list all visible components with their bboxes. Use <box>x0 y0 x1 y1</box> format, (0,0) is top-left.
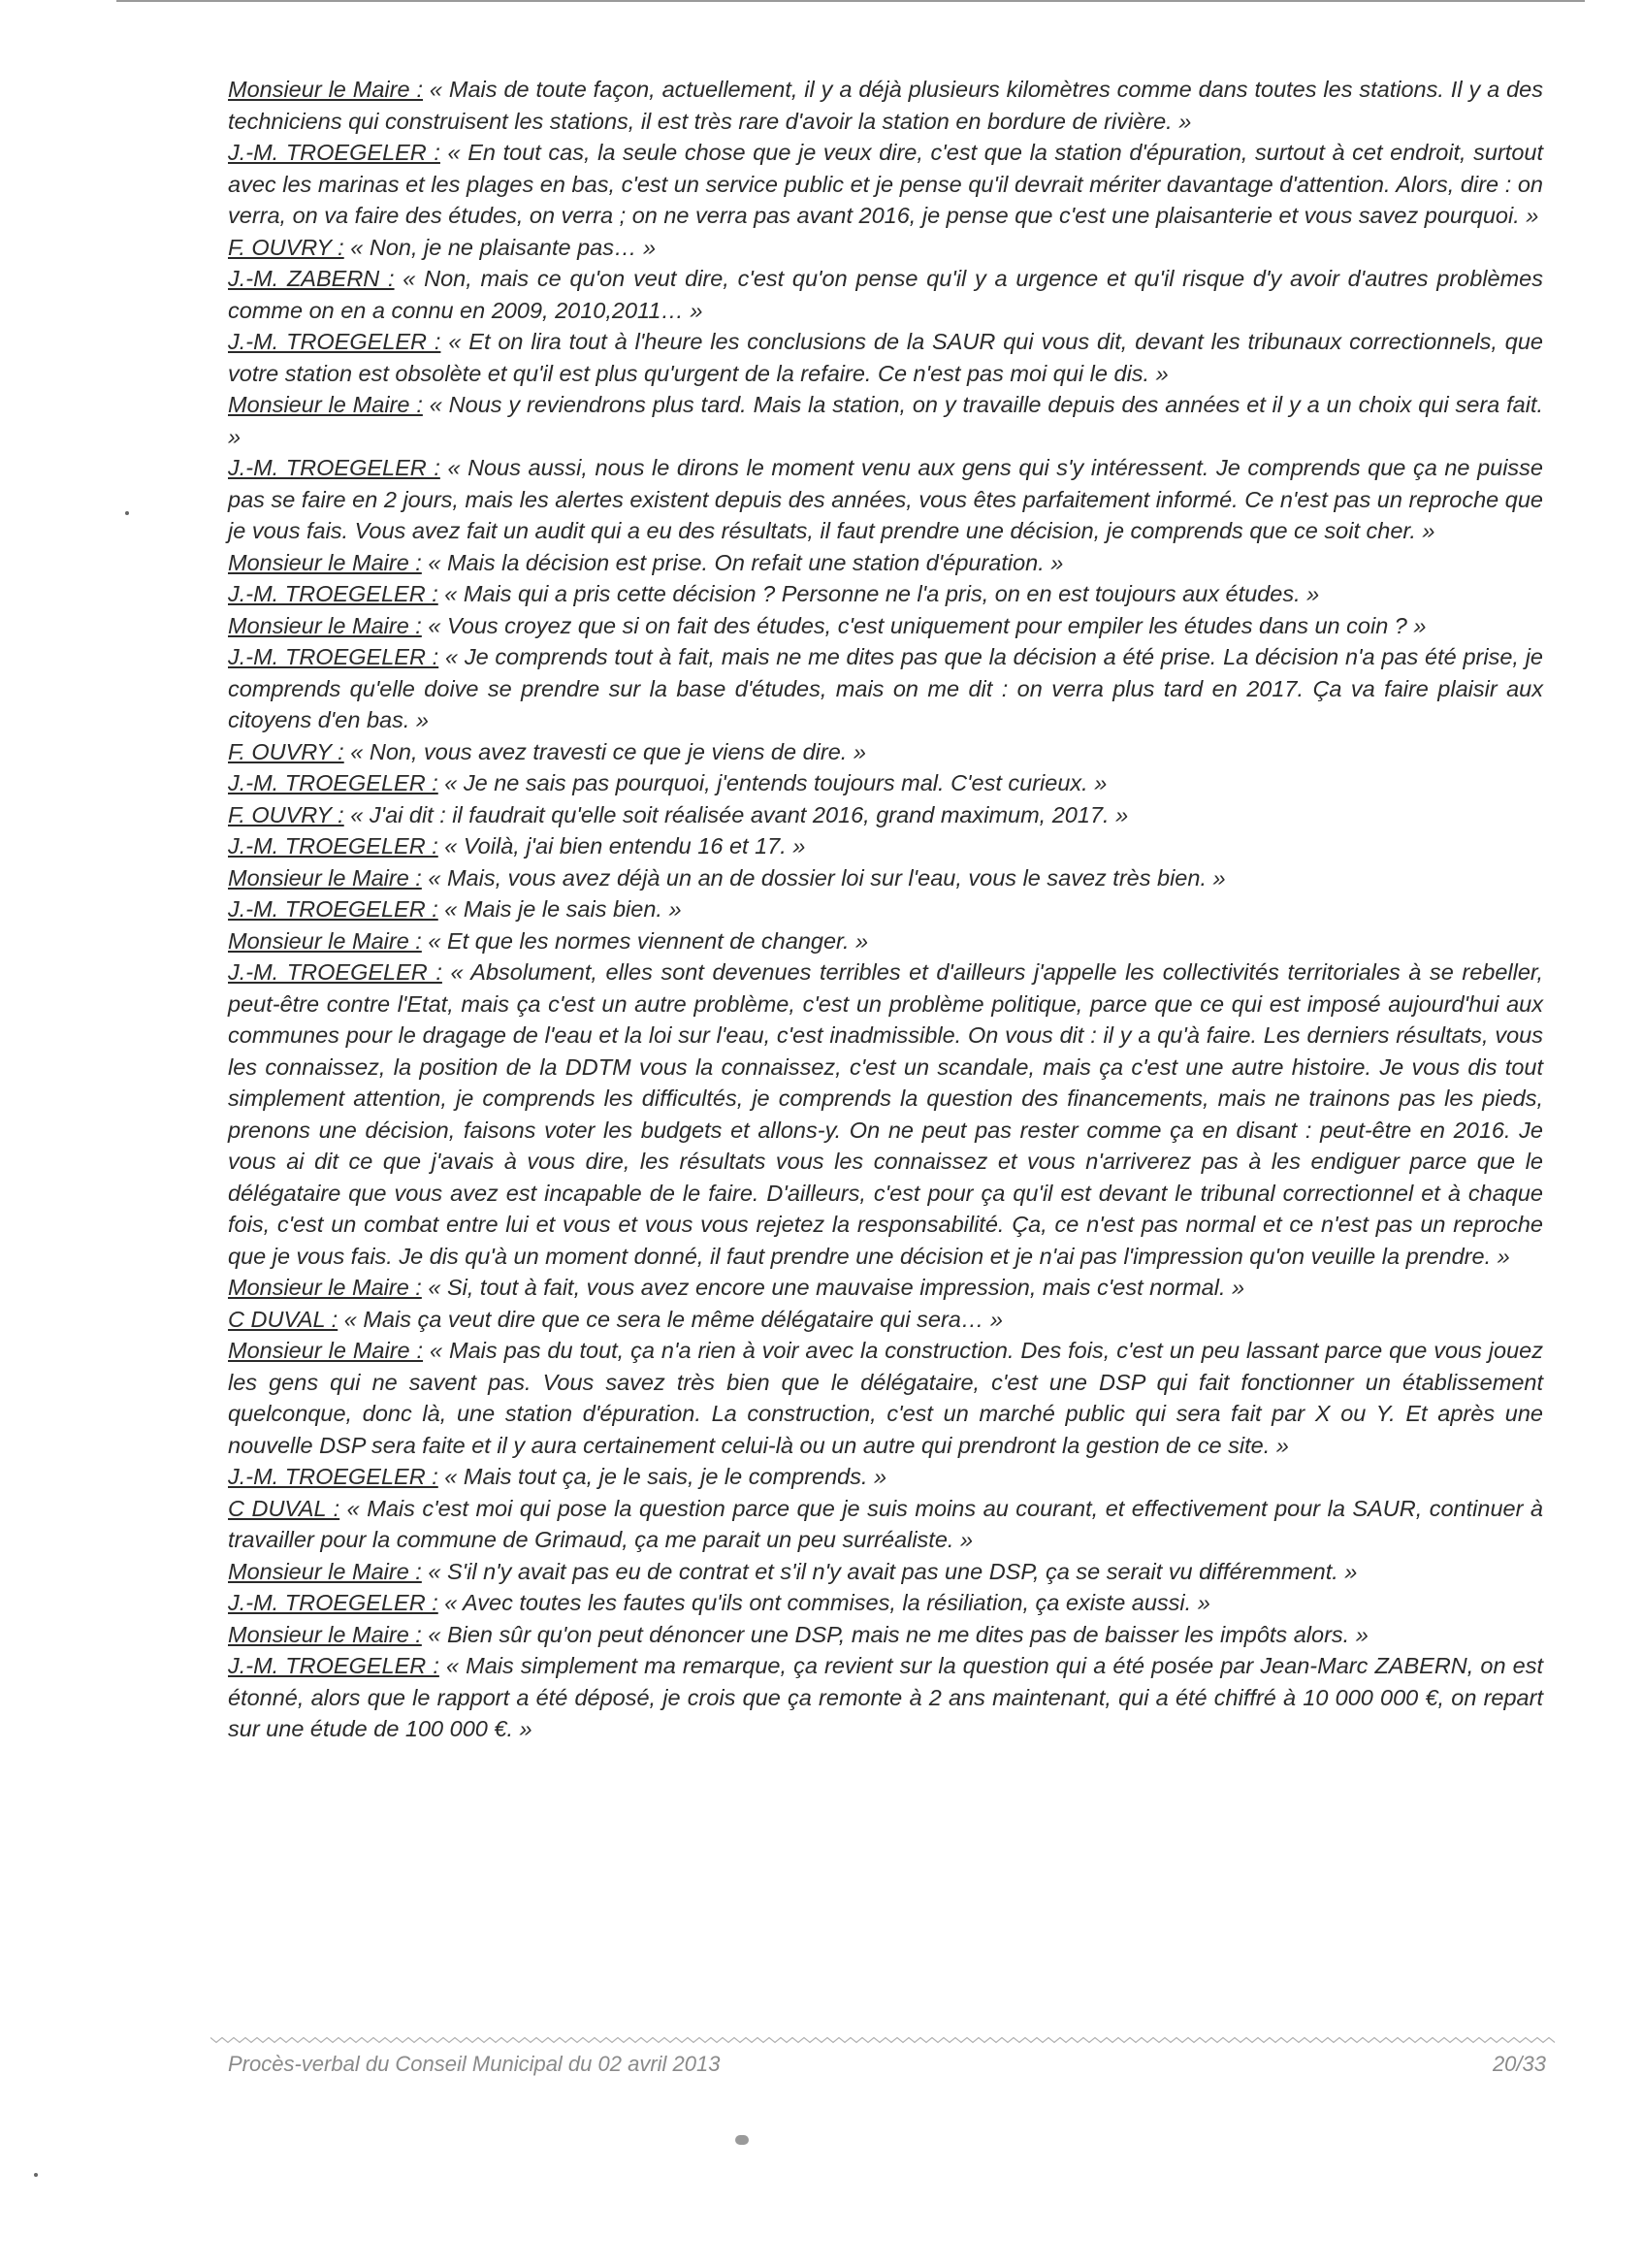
speaker-name: Monsieur le Maire : <box>228 612 422 638</box>
speaker-name: C DUVAL : <box>228 1306 338 1332</box>
minutes-paragraph <box>228 1587 1543 1619</box>
minutes-paragraph <box>228 326 1543 389</box>
minutes-body <box>228 74 1543 1745</box>
speech-text: « Non, mais ce qu'on veut dire, c'est qu'on pense qu'il y a urgence et qu'il risque d'y avoir d'autres problèmes comme on en a connu en 2009, 2010,2011… » <box>228 266 1543 323</box>
minutes-paragraph <box>228 610 1543 642</box>
minutes-paragraph <box>228 1493 1543 1556</box>
speaker-name: J.-M. TROEGELER : <box>228 455 440 480</box>
minutes-paragraph <box>228 1335 1543 1461</box>
speaker-name: J.-M. TROEGELER : <box>228 770 438 795</box>
speech-text: « Mais pas du tout, ça n'a rien à voir avec la construction. Des fois, c'est un peu lassant parce que vous jouez les gens qui ne savent pas. Vous savez très bien que le délégataire, c'est une DSP qui fait fonctionner un établissement quelconque, donc là, une station d'épuration. La construction, c'est un marché public qui sera fait par X ou Y. Et après une nouvelle DSP sera faite et il y aura certainement celui-là ou un autre qui prendront la gestion de ce site. » <box>228 1338 1543 1458</box>
speech-text: « Mais tout ça, je le sais, je le comprends. » <box>437 1464 887 1489</box>
speaker-name: Monsieur le Maire : <box>228 927 422 954</box>
speaker-name: J.-M. TROEGELER : <box>228 140 440 165</box>
speaker-name: Monsieur le Maire : <box>228 549 422 575</box>
speaker-name: J.-M. TROEGELER : <box>228 833 438 859</box>
speech-text: « Avec toutes les fautes qu'ils ont commises, la résiliation, ça existe aussi. » <box>437 1590 1210 1615</box>
minutes-paragraph <box>228 956 1543 1272</box>
minutes-paragraph <box>228 232 1543 264</box>
speech-text: « En tout cas, la seule chose que je veux dire, c'est que la station d'épuration, surtout à cet endroit, surtout avec les marinas et les plages en bas, c'est un service public et je pense qu'il devrait mériter davantage d'attention. Alors, dire : on verra, on va faire des études, on verra ; on ne verra pas avant 2016, je pense que c'est une plaisanterie et vous savez pourquoi. » <box>228 140 1544 228</box>
speech-text: « Voilà, j'ai bien entendu 16 et 17. » <box>437 833 806 859</box>
speech-text: « Je comprends tout à fait, mais ne me dites pas que la décision a été prise. La décision n'a pas été prise, je comprends qu'elle doive se prendre sur la base d'études, mais on me dit : on verra plus tard en 2017. Ça va faire plaisir aux citoyens d'en bas. » <box>228 644 1543 732</box>
minutes-paragraph <box>228 925 1543 957</box>
speech-text: « Mais qui a pris cette décision ? Personne ne l'a pris, on en est toujours aux études. » <box>437 581 1320 606</box>
speaker-name: J.-M. ZABERN : <box>228 266 395 291</box>
minutes-paragraph <box>228 862 1543 894</box>
footer-document-title: Procès-verbal du Conseil Municipal du 02 avril 2013 <box>228 2052 721 2076</box>
speaker-name: J.-M. TROEGELER : <box>228 329 441 354</box>
speech-text: « Vous croyez que si on fait des études, c'est uniquement pour empiler les études dans un coin ? » <box>421 612 1427 638</box>
minutes-paragraph <box>228 578 1543 610</box>
minutes-paragraph <box>228 389 1543 452</box>
minutes-paragraph <box>228 1304 1543 1336</box>
speaker-name: C DUVAL : <box>228 1495 340 1521</box>
speaker-name: J.-M. TROEGELER : <box>228 1653 439 1678</box>
footer-wavy-rule <box>210 2036 1559 2044</box>
speech-text: « Non, vous avez travesti ce que je viens de dire. » <box>343 738 866 764</box>
speaker-name: Monsieur le Maire : <box>228 864 422 891</box>
minutes-paragraph <box>228 1272 1543 1304</box>
speech-text: « Nous aussi, nous le dirons le moment venu aux gens qui s'y intéressent. Je comprends que ça ne puisse pas se faire en 2 jours, mais les alertes existent depuis des années, vous êtes parfaitement informé. Ce n'est pas un reproche que je vous fais. Vous avez fait un audit qui a eu des résultats, il faut prendre une décision, je comprends que ce soit cher. » <box>228 455 1544 543</box>
speaker-name: J.-M. TROEGELER : <box>228 959 442 985</box>
speech-text: « Et que les normes viennent de changer. » <box>421 927 869 954</box>
minutes-paragraph <box>228 767 1543 799</box>
speech-text: « S'il n'y avait pas eu de contrat et s'il n'y avait pas une DSP, ça se serait vu différemment. » <box>421 1558 1358 1584</box>
minutes-paragraph <box>228 830 1543 862</box>
speaker-name: F. OUVRY : <box>228 234 344 260</box>
speech-text: « Nous y reviendrons plus tard. Mais la station, on y travaille depuis des années et il y a un choix qui sera fait. » <box>228 392 1543 449</box>
minutes-paragraph <box>228 547 1543 579</box>
speech-text: « Mais, vous avez déjà un an de dossier loi sur l'eau, vous le savez très bien. » <box>421 864 1226 891</box>
speaker-name: Monsieur le Maire : <box>228 1621 422 1647</box>
minutes-paragraph <box>228 137 1543 232</box>
minutes-paragraph <box>228 1556 1543 1588</box>
speaker-name: J.-M. TROEGELER : <box>228 896 438 922</box>
speaker-name: Monsieur le Maire : <box>228 1558 422 1584</box>
speech-text: « Je ne sais pas pourquoi, j'entends toujours mal. C'est curieux. » <box>437 770 1108 795</box>
speaker-name: J.-M. TROEGELER : <box>228 644 439 669</box>
page-top-edge <box>116 0 1585 2</box>
speech-text: « Mais la décision est prise. On refait une station d'épuration. » <box>421 549 1064 575</box>
speech-text: « Et on lira tout à l'heure les conclusions de la SAUR qui vous dit, devant les tribunaux correctionnels, que votre station est obsolète et qu'il est plus qu'urgent de la refaire. Ce n'est pas moi qui le dis. » <box>228 329 1544 386</box>
speaker-name: Monsieur le Maire : <box>228 1338 424 1363</box>
speaker-name: Monsieur le Maire : <box>228 77 423 102</box>
speech-text: « Si, tout à fait, vous avez encore une mauvaise impression, mais c'est normal. » <box>421 1275 1245 1300</box>
minutes-paragraph <box>228 736 1543 768</box>
minutes-paragraph <box>228 1461 1543 1493</box>
speech-text: « J'ai dit : il faudrait qu'elle soit réalisée avant 2016, grand maximum, 2017. » <box>343 801 1129 827</box>
scan-smudge <box>735 2135 749 2145</box>
scan-speck <box>34 2173 38 2177</box>
minutes-paragraph <box>228 74 1543 137</box>
speech-text: « Bien sûr qu'on peut dénoncer une DSP, mais ne me dites pas de baisser les impôts alors. » <box>421 1621 1369 1647</box>
speaker-name: Monsieur le Maire : <box>228 1275 422 1300</box>
minutes-paragraph <box>228 799 1543 831</box>
speech-text: « Mais de toute façon, actuellement, il y a déjà plusieurs kilomètres comme dans toutes les stations. Il y a des techniciens qui construisent les stations, il est très rare d'avoir la station en bordure de rivière. » <box>228 77 1544 134</box>
minutes-paragraph <box>228 263 1543 326</box>
speech-text: « Mais ça veut dire que ce sera le même délégataire qui sera… » <box>338 1306 1003 1332</box>
minutes-paragraph <box>228 893 1543 925</box>
speech-text: « Mais simplement ma remarque, ça revient sur la question qui a été posée par Jean-Marc ZABERN, on est étonné, alors que le rapport a été déposé, je crois que ça remonte à 2 ans maintenant, qui a été chiffré à 10 000 000 €, on repart sur une étude de 100 000 €. » <box>228 1653 1543 1741</box>
scan-speck <box>125 511 129 515</box>
speaker-name: Monsieur le Maire : <box>228 392 423 417</box>
speech-text: « Mais je le sais bien. » <box>437 896 682 922</box>
speech-text: « Non, je ne plaisante pas… » <box>343 234 657 260</box>
minutes-paragraph <box>228 1619 1543 1651</box>
footer-page-number: 20/33 <box>1492 2052 1546 2076</box>
minutes-paragraph <box>228 452 1543 547</box>
speech-text: « Mais c'est moi qui pose la question parce que je suis moins au courant, et effectivement pour la SAUR, continuer à travailler pour la commune de Grimaud, ça me parait un peu surréaliste. » <box>228 1495 1543 1552</box>
minutes-paragraph <box>228 641 1543 736</box>
speaker-name: F. OUVRY : <box>228 738 344 764</box>
speaker-name: F. OUVRY : <box>228 801 344 827</box>
speaker-name: J.-M. TROEGELER : <box>228 581 438 606</box>
speech-text: « Absolument, elles sont devenues terribles et d'ailleurs j'appelle les collectivités territoriales à se rebeller, peut-être contre l'Etat, mais ça c'est un autre problème, c'est un problème politique, parce que ce qui est imposé aujourd'hui aux communes pour le dragage de l'eau et la loi sur l'eau, c'est inadmissible. On vous dit : il y a qu'à faire. Les derniers résultats, vous les connaissez, la position de la DDTM vous la connaissez, c'est un scandale, mais ça c'est une autre histoire. Je vous dis tout simplement attention, je comprends les difficultés, je comprends la question des financements, mais ne trainons pas les pieds, prenons une décision, faisons voter les budgets et allons-y. On ne peut pas rester comme ça en disant : peut-être en 2016. Je vous ai dit ce que j'avais à vous dire, les résultats vous les connaissez et vous n'arriverez pas à les endiguer parce que le délégataire que vous avez est incapable de le faire. D'ailleurs, c'est pour ça qu'il est devant le tribunal correctionnel et à chaque fois, c'est un combat entre lui et vous et vous vous rejetez la responsabilité. Ça, ce n'est pas normal et ce n'est pas un reproche que je vous fais. Je dis qu'à un moment donné, il faut prendre une décision et je n'ai pas l'impression qu'on veuille la prendre. » <box>228 959 1543 1269</box>
speaker-name: J.-M. TROEGELER : <box>228 1590 438 1615</box>
speaker-name: J.-M. TROEGELER : <box>228 1464 438 1489</box>
minutes-paragraph <box>228 1650 1543 1745</box>
